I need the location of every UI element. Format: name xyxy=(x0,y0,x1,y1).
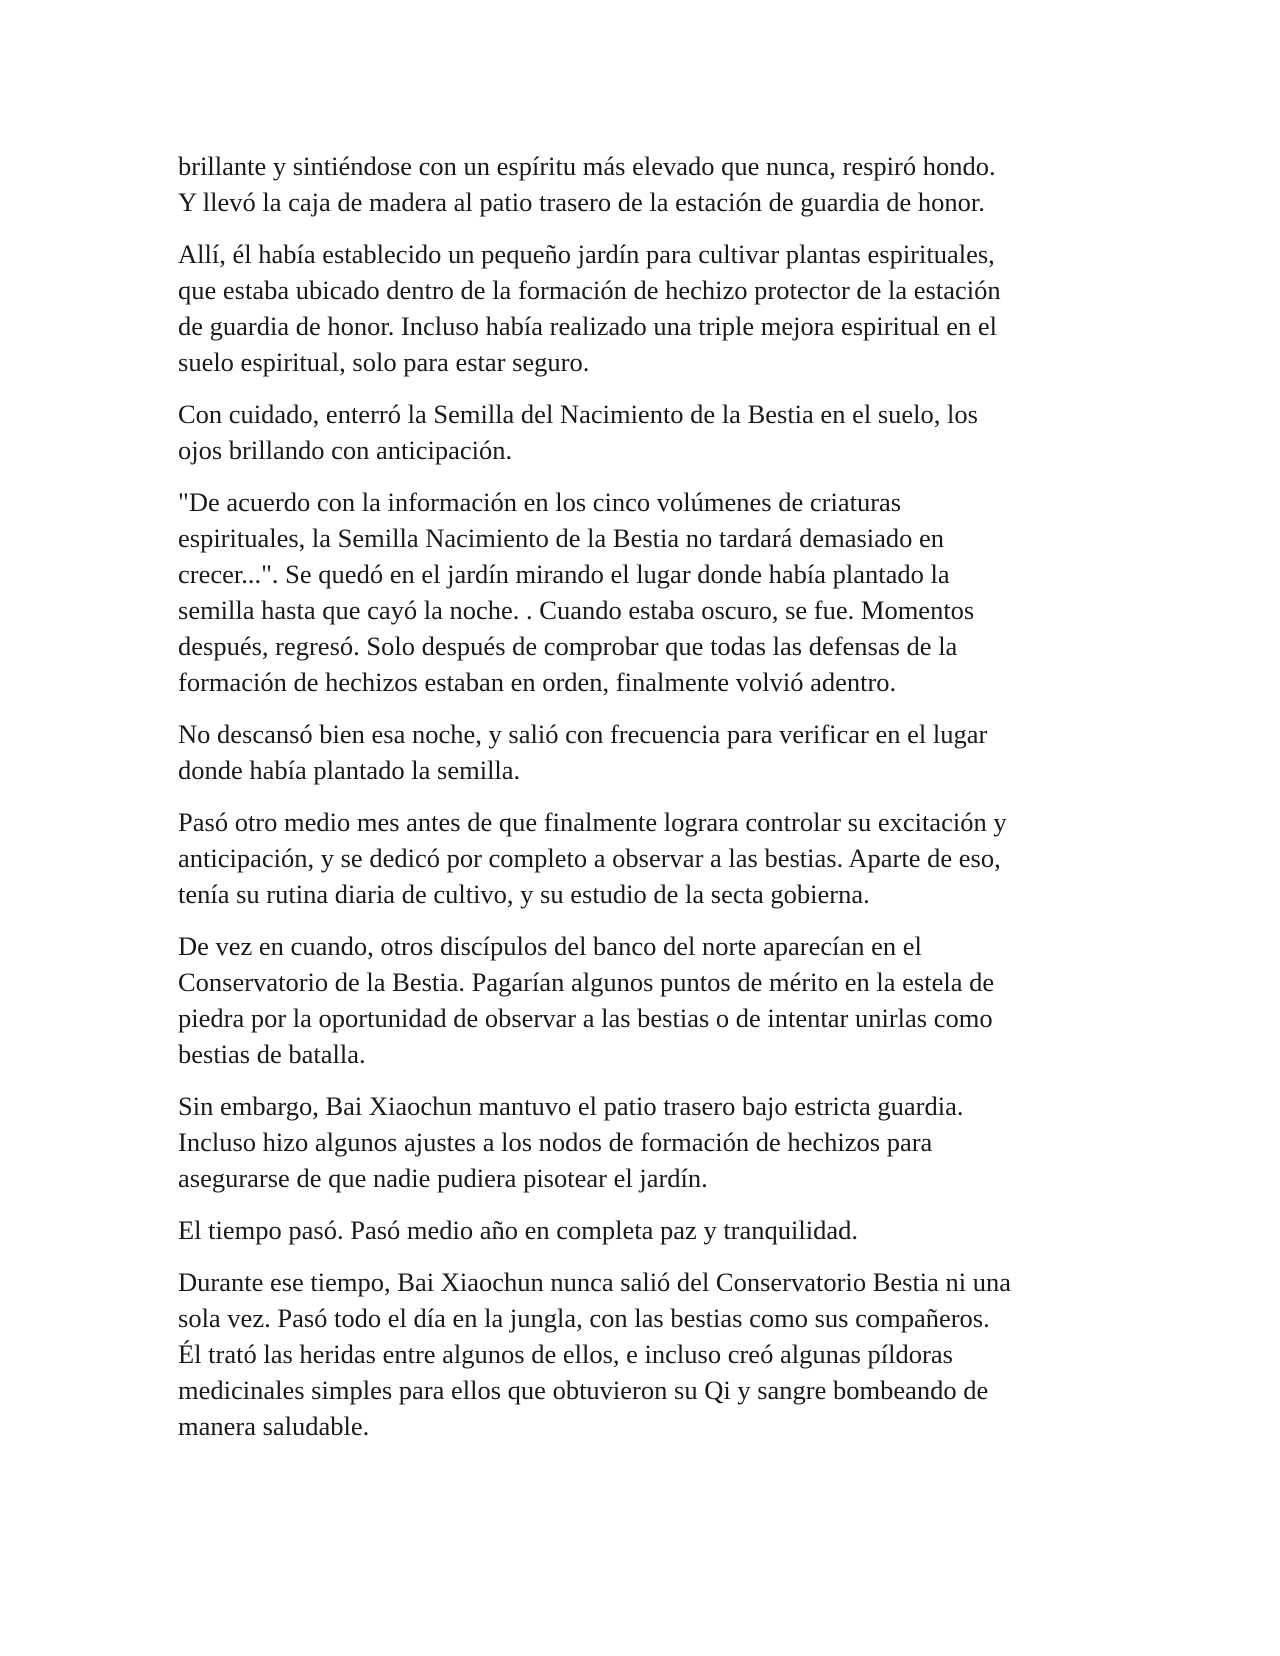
text-line: semilla hasta que cayó la noche. . Cuando estaba oscuro, se fue. Momentos xyxy=(178,595,975,625)
text-line: Sin embargo, Bai Xiaochun mantuvo el patio trasero bajo estricta guardia. xyxy=(178,1091,964,1121)
paragraph xyxy=(178,484,1115,700)
text-line: Allí, él había establecido un pequeño jardín para cultivar plantas espirituales, xyxy=(178,239,995,269)
text-line: Incluso hizo algunos ajustes a los nodos de formación de hechizos para xyxy=(178,1127,933,1157)
text-line: Con cuidado, enterró la Semilla del Nacimiento de la Bestia en el suelo, los xyxy=(178,399,978,429)
text-line: Pasó otro medio mes antes de que finalmente lograra controlar su excitación y xyxy=(178,807,1007,837)
text-line: El tiempo pasó. Pasó medio año en completa paz y tranquilidad. xyxy=(178,1215,858,1245)
text-line: formación de hechizos estaban en orden, finalmente volvió adentro. xyxy=(178,667,897,697)
text-line: tenía su rutina diaria de cultivo, y su estudio de la secta gobierna. xyxy=(178,879,870,909)
paragraph xyxy=(178,148,1115,220)
document-body xyxy=(178,148,1115,1444)
paragraph xyxy=(178,804,1115,912)
text-line: "De acuerdo con la información en los cinco volúmenes de criaturas xyxy=(178,487,902,517)
text-line: anticipación, y se dedicó por completo a observar a las bestias. Aparte de eso, xyxy=(178,843,1001,873)
paragraph xyxy=(178,236,1115,380)
text-line: después, regresó. Solo después de comprobar que todas las defensas de la xyxy=(178,631,958,661)
text-line: suelo espiritual, solo para estar seguro. xyxy=(178,347,590,377)
text-line: No descansó bien esa noche, y salió con frecuencia para verificar en el lugar xyxy=(178,719,988,749)
text-line: manera saludable. xyxy=(178,1411,370,1441)
text-line: medicinales simples para ellos que obtuvieron su Qi y sangre bombeando de xyxy=(178,1375,989,1405)
text-line: Durante ese tiempo, Bai Xiaochun nunca salió del Conservatorio Bestia ni una xyxy=(178,1267,1012,1297)
paragraph xyxy=(178,1088,1115,1196)
text-line: De vez en cuando, otros discípulos del banco del norte aparecían en el xyxy=(178,931,922,961)
text-line: de guardia de honor. Incluso había realizado una triple mejora espiritual en el xyxy=(178,311,997,341)
paragraph xyxy=(178,396,1115,468)
text-line: bestias de batalla. xyxy=(178,1039,366,1069)
text-line: crecer...". Se quedó en el jardín mirando el lugar donde había plantado la xyxy=(178,559,950,589)
paragraph xyxy=(178,1212,1115,1248)
paragraph xyxy=(178,928,1115,1072)
text-line: sola vez. Pasó todo el día en la jungla, con las bestias como sus compañeros. xyxy=(178,1303,990,1333)
text-line: Y llevó la caja de madera al patio trasero de la estación de guardia de honor. xyxy=(178,187,985,217)
text-line: que estaba ubicado dentro de la formación de hechizo protector de la estación xyxy=(178,275,1001,305)
text-line: Él trató las heridas entre algunos de ellos, e incluso creó algunas píldoras xyxy=(178,1339,953,1369)
text-line: ojos brillando con anticipación. xyxy=(178,435,513,465)
paragraph xyxy=(178,716,1115,788)
text-line: asegurarse de que nadie pudiera pisotear el jardín. xyxy=(178,1163,708,1193)
text-line: espirituales, la Semilla Nacimiento de la Bestia no tardará demasiado en xyxy=(178,523,945,553)
text-line: piedra por la oportunidad de observar a las bestias o de intentar unirlas como xyxy=(178,1003,993,1033)
text-line: brillante y sintiéndose con un espíritu más elevado que nunca, respiró hondo. xyxy=(178,151,996,181)
text-line: Conservatorio de la Bestia. Pagarían algunos puntos de mérito en la estela de xyxy=(178,967,995,997)
paragraph xyxy=(178,1264,1115,1444)
text-line: donde había plantado la semilla. xyxy=(178,755,521,785)
